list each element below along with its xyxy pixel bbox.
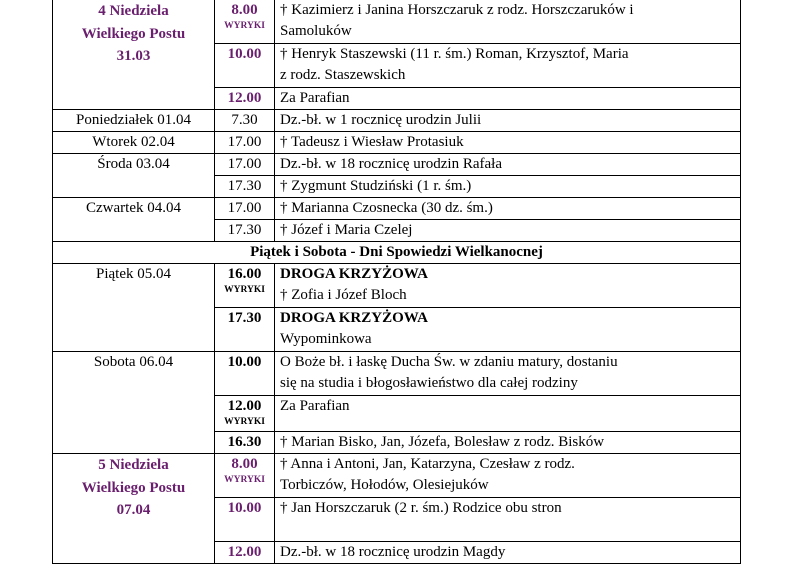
day-name: 4 Niedziela [98,3,169,19]
mass-time: 17.30 [215,176,275,198]
mass-schedule-table [52,0,741,564]
mass-time: 8.00 WYRYKI [215,0,275,44]
day-date: 31.03 [116,48,151,64]
table-row [53,242,741,264]
mass-time: 17.30 [215,220,275,242]
day-cell [53,0,215,110]
mass-intention: DROGA KRZYŻOWA † Zofia i Józef Bloch [275,264,741,308]
confession-days-banner: Piątek i Sobota - Dni Spowiedzi Wielkanocnej [53,242,741,264]
day-name-2: Wielkiego Postu [81,479,186,496]
mass-time: 12.00 WYRYKI [215,396,275,432]
day-date: 07.04 [116,502,151,518]
mass-intention: Za Parafian [275,396,741,432]
mass-intention: † Tadeusz i Wiesław Protasiuk [275,132,741,154]
mass-intention: DROGA KRZYŻOWA Wypominkowa [275,308,741,352]
mass-time: 8.00 WYRYKI [215,454,275,498]
mass-intention: O Boże bł. i łaskę Ducha Św. w zdaniu matury, dostaniu się na studia i błogosławieństwo dla całej rodziny [275,352,741,396]
wyryki-label: WYRYKI [224,285,265,295]
mass-time: 16.00 WYRYKI [215,264,275,308]
day-cell: Sobota 06.04 [53,352,215,454]
mass-time: 10.00 [215,44,275,88]
mass-intention: † Jan Horszczaruk (2 r. śm.) Rodzice obu stron [275,498,741,542]
table-row [53,154,741,176]
mass-intention: † Józef i Maria Czelej [275,220,741,242]
mass-intention: Dz.-bł. w 18 rocznicę urodzin Rafała [275,154,741,176]
mass-time: 17.00 [215,198,275,220]
wyryki-label: WYRYKI [224,417,265,427]
mass-time: 7.30 [215,110,275,132]
mass-time: 17.00 [215,132,275,154]
mass-intention: Za Parafian [275,88,741,110]
day-cell: Piątek 05.04 [53,264,215,352]
day-cell: Czwartek 04.04 [53,198,215,242]
day-name-2: Wielkiego Postu [81,25,186,42]
day-cell: Środa 03.04 [53,154,215,198]
mass-intention: † Henryk Staszewski (11 r. śm.) Roman, Krzysztof, Maria z rodz. Staszewskich [275,44,741,88]
table-row [53,198,741,220]
mass-intention: † Zygmunt Studziński (1 r. śm.) [275,176,741,198]
mass-intention: Dz.-bł. w 18 rocznicę urodzin Magdy [275,542,741,564]
mass-time: 17.30 [215,308,275,352]
day-cell: Poniedziałek 01.04 [53,110,215,132]
mass-time: 12.00 [215,88,275,110]
mass-intention: † Anna i Antoni, Jan, Katarzyna, Czesław z rodz. Torbiczów, Hołodów, Olesiejuków [275,454,741,498]
table-row [53,132,741,154]
table-row [53,454,741,498]
mass-time: 10.00 [215,498,275,542]
table-row [53,110,741,132]
table-row [53,352,741,396]
table-row [53,0,741,44]
mass-intention: † Kazimierz i Janina Horszczaruk z rodz. Horszczaruków i Samoluków [275,0,741,44]
mass-time: 17.00 [215,154,275,176]
wyryki-label: WYRYKI [224,21,265,31]
mass-time: 16.30 [215,432,275,454]
mass-intention: Dz.-bł. w 1 rocznicę urodzin Julii [275,110,741,132]
day-cell [53,454,215,564]
table-row [53,264,741,308]
mass-intention: † Marian Bisko, Jan, Józefa, Bolesław z rodz. Bisków [275,432,741,454]
day-cell: Wtorek 02.04 [53,132,215,154]
day-name: 5 Niedziela [98,457,169,473]
mass-time: 10.00 [215,352,275,396]
mass-intention: † Marianna Czosnecka (30 dz. śm.) [275,198,741,220]
wyryki-label: WYRYKI [224,475,265,485]
mass-time: 12.00 [215,542,275,564]
